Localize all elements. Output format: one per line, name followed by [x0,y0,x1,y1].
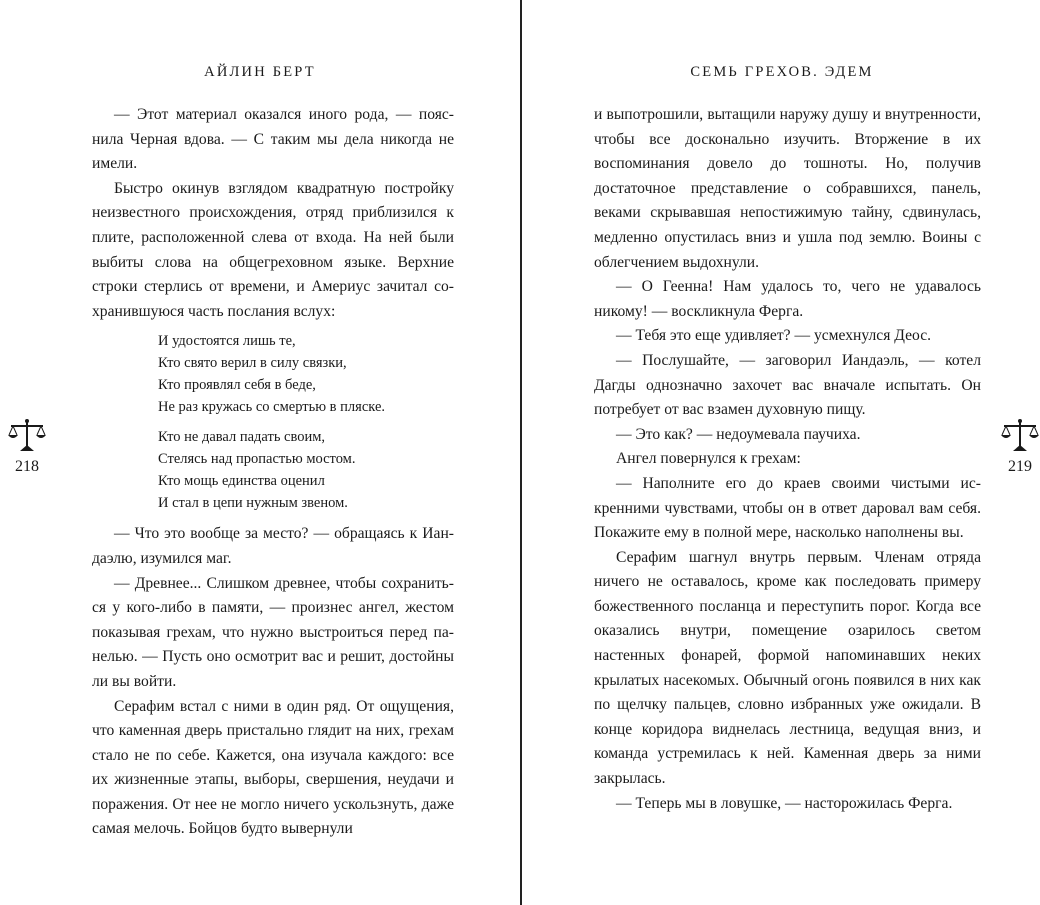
paragraph: — Этот материал оказался иного рода, — пояснила Черная вдова. — С таким мы дела никогда не имели. [92,106,454,173]
page-number: 219 [1008,458,1032,475]
paragraph: — Теперь мы в ловушке, — насторожилась Ферга. [616,794,953,812]
running-head-title: СЕМЬ ГРЕХОВ. ЭДЕМ [690,64,874,80]
scales-icon [999,418,1040,452]
paragraph-continuation: и выпотрошили, вытащили наружу душу и внутренности, чтобы все досконально изучить. Вторжение в их воспоминания довело до тошноты. Но, получив достаточное представление о собравшихся, панель, веками скрывавшая непостижимую тайну, сдвинулась, медленно опустилась вниз и ушла под землю. Воины с облегчением выдохнули. [594,106,981,271]
verse-line: Стелясь над пропастью мостом. [158,451,356,468]
verse-line: Кто свято верил в силу связки, [158,355,347,372]
paragraph: — Послушайте, — заговорил Иандаэль, — котел Дагды однозначно захочет вас вначале испытать. Он потребует от вас взамен духовную пищу. [594,351,981,419]
verse-line: Кто не давал падать своим, [158,429,326,446]
verse-line: И стал в цепи нужным звеном. [158,495,348,512]
right-page-text [594,103,981,816]
paragraph: — Тебя это еще удивляет? — усмехнулся Деос. [616,327,932,345]
paragraph: Серафим встал с ними в один ряд. От ощущения, что каменная дверь пристально глядит на них, грехам стало не по себе. Кажется, она изучала каждого: все их жизненные этапы, выборы, свершения, неудачи и поражения. От нее не могло ничего ускользнуть, даже самая мелочь. Бойцов будто вывернули [92,697,454,838]
verse-stanza-1 [158,330,454,418]
paragraph: Серафим шагнул внутрь первым. Членам отряда ничего не оставалось, кроме как последовать примеру божественного посланца и переступить порог. Когда все оказались внутри, помещение озарилось светом настенных фонарей, формой напоминавших неких крылатых насекомых. Обычный огонь появился в них как по щелчку пальцев, словно избранных уже ожидали. В конце коридора виднелась лестница, ведущая вниз, и команда устремилась к ней. Каменная дверь за ними закрылась. [594,548,981,788]
paragraph: — Что это вообще за место? — обращаясь к Иандаэлю, изумился маг. [92,525,454,567]
paragraph: Ангел повернулся к грехам: [616,450,801,468]
book-spine [520,0,522,905]
verse-line: И удостоятся лишь те, [158,333,296,350]
inscription-verse [158,330,454,514]
paragraph: — О Геенна! Нам удалось то, чего не удавалось никому! — воскликнула Ферга. [594,278,981,320]
verse-line: Кто мощь единства оценил [158,473,325,490]
paragraph: — Наполните его до краев своими чистыми искренними чувствами, чтобы он в ответ даровал вам себя. Покажите ему в полной мере, насколько наполнены вы. [594,474,981,542]
scales-icon [6,418,48,452]
paragraph: — Это как? — недоумевала паучиха. [616,425,861,443]
right-page [524,0,1040,905]
paragraph: Быстро окинув взглядом квадратную постройку неизвестного происхождения, отряд приблизился к плите, расположенной слева от входа. На ней были выбиты слова на общегреховном языке. Верхние строки стерлись от времени, и Америус зачитал сохранившуюся часть послания вслух: [92,179,454,320]
folio-left [5,418,49,476]
paragraph: — Древнее... Слишком древнее, чтобы сохраниться у кого-либо в памяти, — произнес ангел, жестом показывая грехам, что нужно выстроиться перед панелью. — Пусть оно осмотрит вас и решит, достойны ли вы войти. [92,574,454,690]
verse-line: Кто проявлял себя в беде, [158,377,316,394]
folio-right [998,418,1040,476]
page-number: 218 [15,458,39,475]
verse-stanza-2 [158,426,454,514]
left-page-text [92,103,454,842]
verse-line: Не раз кружась со смертью в пляске. [158,399,386,416]
running-head-author: АЙЛИН БЕРТ [204,64,316,80]
